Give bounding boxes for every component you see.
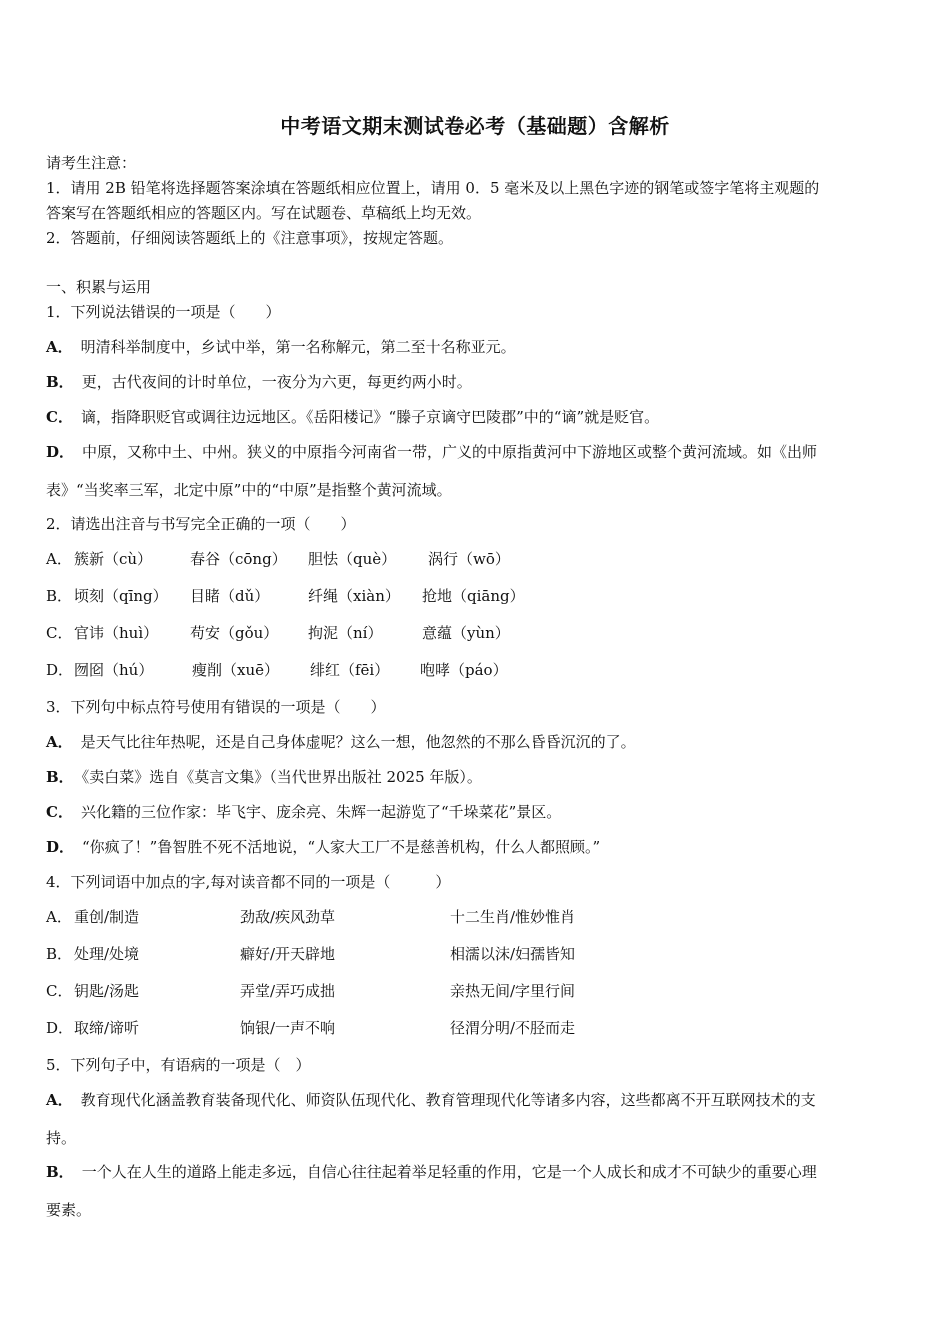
q2-a-2: 春谷（cōng） xyxy=(190,550,287,568)
q2-c-4: 意蕴（yùn） xyxy=(422,624,510,642)
option-label: C． xyxy=(46,408,73,426)
q2-option-b-label: B． xyxy=(46,587,73,605)
option-text: 谪，指降职贬官或调往边远地区。《岳阳楼记》“滕子京谪守巴陵郡”中的“谪”就是贬官。 xyxy=(80,408,660,426)
q4-option-c-label: C． xyxy=(46,982,73,1000)
option-text: 是天气比往年热呢，还是自己身体虚呢？这么一想，他忽然的不那么昏昏沉沉的了。 xyxy=(80,733,636,751)
q2-b-4: 抢地（qiāng） xyxy=(422,587,525,605)
q1-option-d xyxy=(46,441,817,463)
q2-d-1: 囫囵（hú） xyxy=(74,661,154,679)
section-heading: 一、积累与运用 xyxy=(46,278,152,296)
option-label: A． xyxy=(46,338,73,356)
option-text: 《卖白菜》选自《莫言文集》（当代世界出版社 2025 年版）。 xyxy=(81,768,482,786)
q2-d-2: 瘦削（xuē） xyxy=(192,661,279,679)
q4-c-3: 亲热无间/字里行间 xyxy=(450,982,576,1000)
q4-b-2: 癖好/开天辟地 xyxy=(240,945,336,963)
q2-b-3: 纤绳（xiàn） xyxy=(308,587,400,605)
option-label: C． xyxy=(46,803,73,821)
q4-c-2: 弄堂/弄巧成拙 xyxy=(240,982,336,1000)
option-text: 兴化籍的三位作家：毕飞宇、庞余亮、朱辉一起游览了“千垛菜花”景区。 xyxy=(80,803,562,821)
q1-option-a xyxy=(46,336,516,358)
q5-option-b xyxy=(46,1161,817,1183)
q5-option-a-cont: 持。 xyxy=(46,1129,77,1147)
q2-d-4: 咆哮（páo） xyxy=(420,661,508,679)
q4-stem: 4．下列词语中加点的字,每对读音都不同的一项是（ ） xyxy=(46,873,451,891)
q2-option-d-label: D． xyxy=(46,661,74,679)
q4-d-1: 取缔/谛听 xyxy=(74,1019,140,1037)
q4-b-3: 相濡以沫/妇孺皆知 xyxy=(450,945,576,963)
q2-a-3: 胆怯（què） xyxy=(308,550,397,568)
q1-option-b xyxy=(46,371,472,393)
option-label: B． xyxy=(46,1163,74,1181)
q4-b-1: 处理/处境 xyxy=(74,945,140,963)
option-label: D． xyxy=(46,838,75,856)
q3-option-b xyxy=(46,766,482,788)
q4-d-2: 饷银/一声不响 xyxy=(240,1019,336,1037)
q2-a-1: 簇新（cù） xyxy=(74,550,153,568)
q4-a-2: 劲敌/疾风劲草 xyxy=(240,908,336,926)
exam-title: 中考语文期末测试卷必考（基础题）含解析 xyxy=(280,114,670,138)
q3-option-a xyxy=(46,731,636,753)
q2-option-c-label: C． xyxy=(46,624,73,642)
option-text: 中原，又称中土、中州。狭义的中原指今河南省一带，广义的中原指黄河中下游地区或整个黄河流域。如《出师 xyxy=(82,443,818,461)
q4-a-3: 十二生肖/惟妙惟肖 xyxy=(450,908,576,926)
q4-c-1: 钥匙/汤匙 xyxy=(74,982,140,1000)
q2-c-1: 官讳（huì） xyxy=(74,624,159,642)
option-label: B． xyxy=(46,373,74,391)
q3-option-d xyxy=(46,836,600,858)
notice-item-1-line-1: 1．请用 2B 铅笔将选择题答案涂填在答题纸相应位置上，请用 0．5 毫米及以上黑色字迹的钢笔或签字笔将主观题的 xyxy=(46,179,820,197)
q5-option-b-cont: 要素。 xyxy=(46,1201,92,1219)
q2-stem: 2．请选出注音与书写完全正确的一项（ ） xyxy=(46,515,356,533)
q5-option-a xyxy=(46,1089,816,1111)
notice-item-2: 2．答题前，仔细阅读答题纸上的《注意事项》，按规定答题。 xyxy=(46,229,454,247)
notice-heading: 请考生注意： xyxy=(46,154,137,172)
q2-b-2: 目睹（dǔ） xyxy=(190,587,270,605)
q2-d-3: 绯红（fēi） xyxy=(310,661,390,679)
q3-option-c xyxy=(46,801,561,823)
option-label: A． xyxy=(46,733,73,751)
option-label: D． xyxy=(46,443,75,461)
option-text: 明清科举制度中，乡试中举，第一名称解元，第二至十名称亚元。 xyxy=(80,338,516,356)
option-label: A． xyxy=(46,1091,73,1109)
option-text: 教育现代化涵盖教育装备现代化、师资队伍现代化、教育管理现代化等诸多内容，这些都离不开互联网技术的支 xyxy=(80,1091,816,1109)
q4-option-d-label: D． xyxy=(46,1019,74,1037)
option-text: “你疯了！”鲁智胜不死不活地说，“人家大工厂不是慈善机构，什么人都照顾。” xyxy=(82,838,601,856)
q1-option-c xyxy=(46,406,659,428)
option-text: 更，古代夜间的计时单位，一夜分为六更，每更约两小时。 xyxy=(81,373,472,391)
q1-stem: 1．下列说法错误的一项是（ ） xyxy=(46,303,281,321)
q2-c-3: 拘泥（ní） xyxy=(308,624,383,642)
q2-option-a-label: A． xyxy=(46,550,72,568)
option-text: 一个人在人生的道路上能走多远，自信心往往起着举足轻重的作用，它是一个人成长和成才不可缺少的重要心理 xyxy=(81,1163,817,1181)
q4-option-b-label: B． xyxy=(46,945,73,963)
q4-option-a-label: A． xyxy=(46,908,72,926)
q3-stem: 3．下列句中标点符号使用有错误的一项是（ ） xyxy=(46,698,386,716)
q4-d-3: 径渭分明/不胫而走 xyxy=(450,1019,576,1037)
q1-option-d-cont: 表》“当奖率三军，北定中原”中的“中原”是指整个黄河流域。 xyxy=(46,481,452,499)
q2-c-2: 苟安（gǒu） xyxy=(190,624,279,642)
q5-stem: 5．下列句子中，有语病的一项是（ ） xyxy=(46,1056,311,1074)
q4-a-1: 重创/制造 xyxy=(74,908,140,926)
q2-a-4: 涡行（wō） xyxy=(428,550,510,568)
option-label: B． xyxy=(46,768,74,786)
notice-item-1-line-2: 答案写在答题纸相应的答题区内。写在试题卷、草稿纸上均无效。 xyxy=(46,204,482,222)
q2-b-1: 顷刻（qīng） xyxy=(74,587,168,605)
